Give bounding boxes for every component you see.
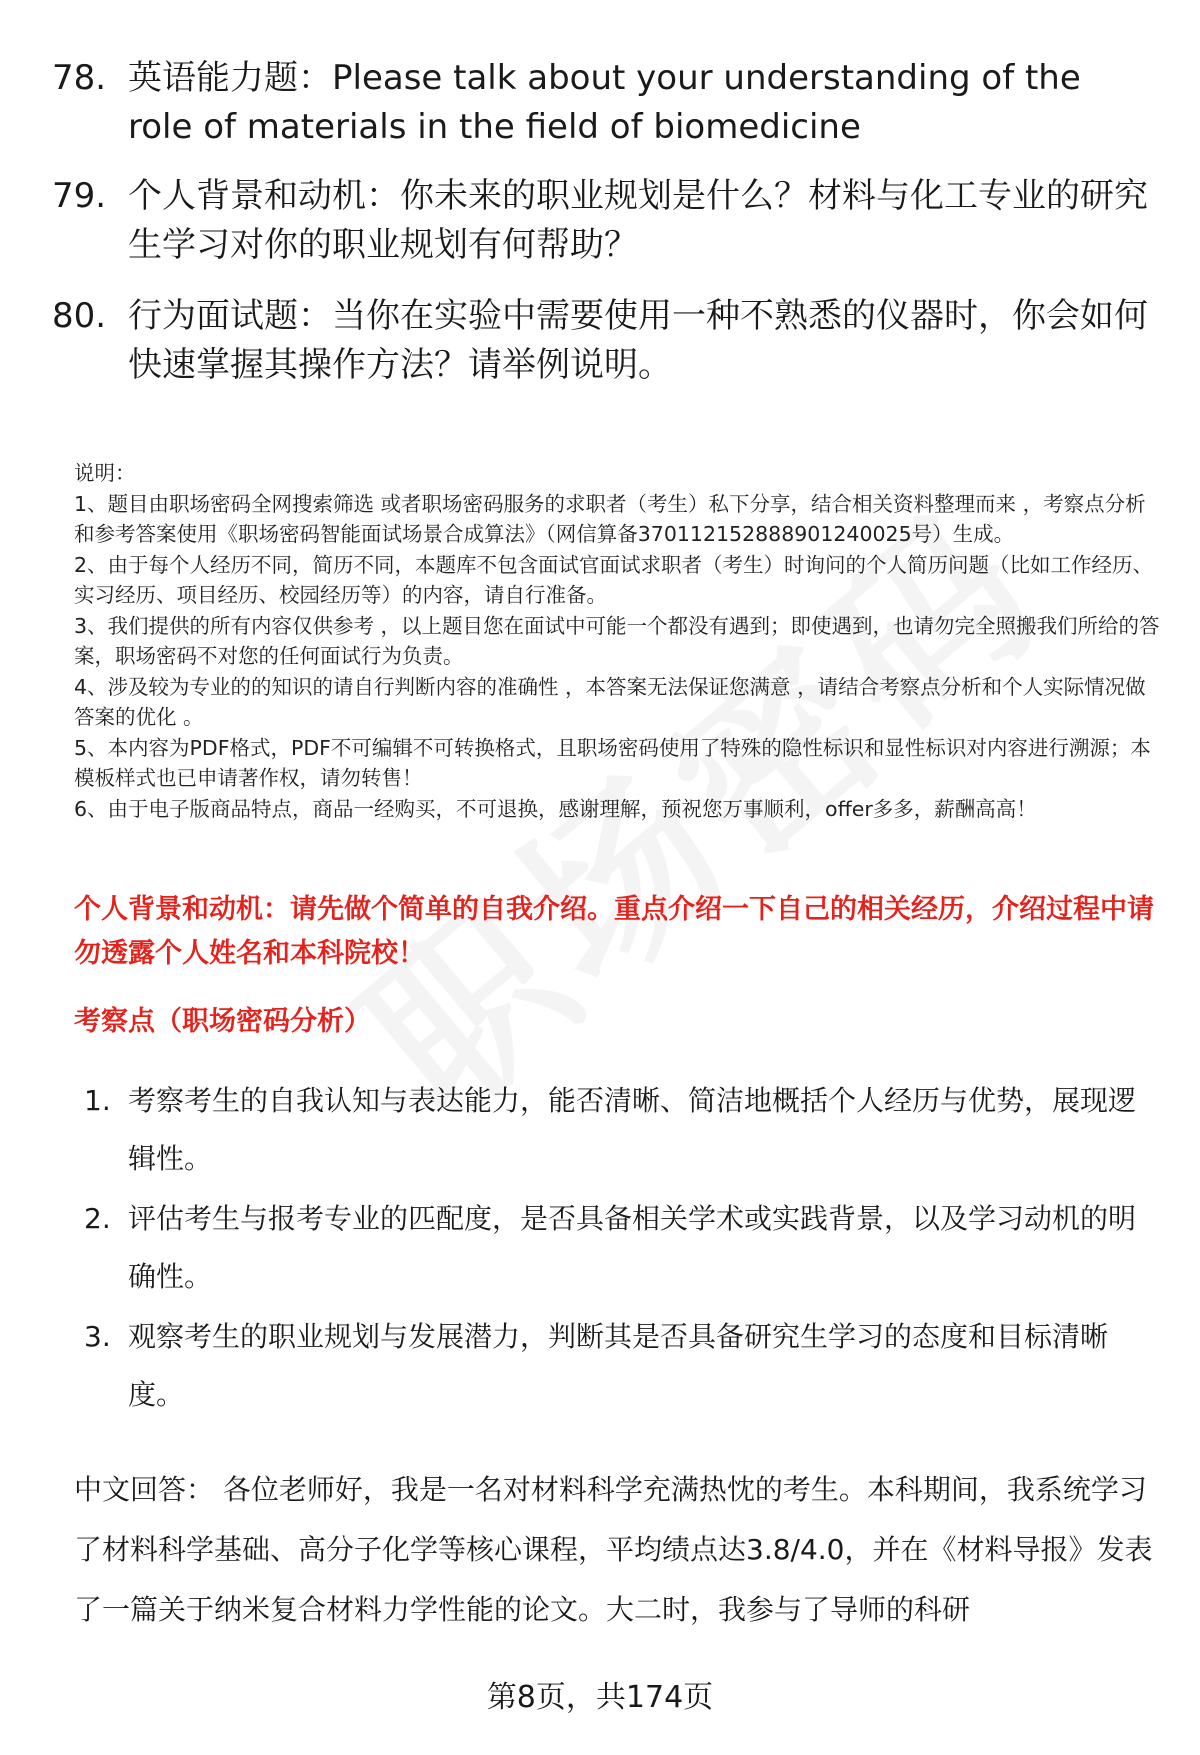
point-text: 观察考生的职业规划与发展潜力，判断其是否具备研究生学习的态度和目标清晰度。 [128,1320,1109,1411]
analysis-points [84,1072,1154,1426]
list-item [84,1190,1154,1306]
disclaimer-notes [74,458,1164,824]
note-item: 6、由于电子版商品特点，商品一经购买，不可退换，感谢理解，预祝您万事顺利，offer多多，薪酬高高！ [74,796,1037,821]
point-number: 3. [84,1320,111,1353]
question-heading: 个人背景和动机：请先做个简单的自我介绍。重点介绍一下自己的相关经历，介绍过程中请勿透露个人姓名和本科院校！ [74,894,1154,969]
question-78 [52,54,1152,152]
question-text: 行为面试题：当你在实验中需要使用一种不熟悉的仪器时，你会如何快速掌握其操作方法？请举例说明。 [128,296,1148,385]
question-number: 78. [52,58,107,98]
list-item [84,1072,1154,1188]
note-item: 1、题目由职场密码全网搜索筛选 或者职场密码服务的求职者（考生）私下分享，结合相关资料整理而来 ，考察点分析和参考答案使用《职场密码智能面试场景合成算法》（网信算备370112152888901240025号）生成。 [74,491,1146,546]
question-text: 个人背景和动机：你未来的职业规划是什么？材料与化工专业的研究生学习对你的职业规划有何帮助？ [128,176,1148,265]
notes-title: 说明： [74,461,136,485]
analysis-heading: 考察点（职场密码分析） [74,1006,371,1037]
note-item: 4、涉及较为专业的的知识的请自行判断内容的准确性 ，本答案无法保证您满意 ，请结合考察点分析和个人实际情况做答案的优化 。 [74,674,1146,729]
chinese-answer: 中文回答： 各位老师好，我是一名对材料科学充满热忱的考生。本科期间，我系统学习了材料科学基础、高分子化学等核心课程，平均绩点达3.8/4.0，并在《材料导报》发表了一篇关于纳米复合材料力学性能的论文。大二时，我参与了导师的科研 [74,1473,1153,1626]
question-text: 英语能力题：Please talk about your understanding of the role of materials in the field of biomedicine [128,58,1081,147]
point-text: 考察考生的自我认知与表达能力，能否清晰、简洁地概括个人经历与优势，展现逻辑性。 [128,1084,1137,1175]
point-number: 2. [84,1202,111,1235]
page-number: 第8页，共174页 [486,1680,714,1715]
question-80 [52,292,1152,390]
point-text: 评估考生与报考专业的匹配度，是否具备相关学术或实践背景，以及学习动机的明确性。 [128,1202,1137,1293]
note-item: 3、我们提供的所有内容仅供参考 ，以上题目您在面试中可能一个都没有遇到；即使遇到，也请勿完全照搬我们所给的答案，职场密码不对您的任何面试行为负责。 [74,613,1160,668]
question-number: 79. [52,176,107,216]
list-item [84,1308,1154,1424]
question-number: 80. [52,296,107,336]
question-79 [52,172,1152,270]
point-number: 1. [84,1084,111,1117]
note-item: 5、本内容为PDF格式，PDF不可编辑不可转换格式，且职场密码使用了特殊的隐性标识和显性标识对内容进行溯源；本模板样式也已申请著作权，请勿转售！ [74,735,1151,790]
note-item: 2、由于每个人经历不同，简历不同，本题库不包含面试官面试求职者（考生）时询问的个人简历问题（比如工作经历、实习经历、项目经历、校园经历等）的内容，请自行准备。 [74,552,1154,607]
